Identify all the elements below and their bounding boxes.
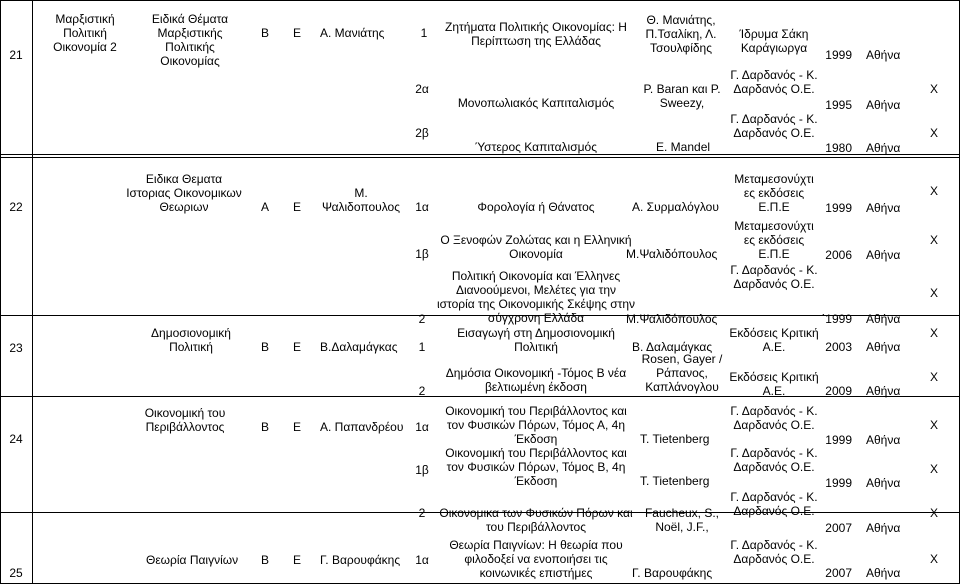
book-author: Μ.Ψαλιδόπουλος: [626, 247, 718, 261]
book-publisher: Μεταμεσονύχτι ες εκδόσεις Ε.Π.Ε: [734, 172, 814, 214]
book-year: ΄1999: [821, 312, 852, 326]
book-code: 1α: [415, 420, 429, 434]
book-city: Αθήνα: [866, 433, 901, 447]
book-publisher: Γ. Δαρδανός - Κ. Δαρδανός Ο.Ε.: [730, 404, 818, 432]
year-code: Β: [260, 340, 269, 354]
book-year: 2007: [825, 521, 852, 535]
year-code: Β: [260, 420, 269, 434]
book-code: 1β: [415, 463, 429, 477]
book-title: Οικονομική του Περιβάλλοντος και τον Φυσικών Πόρων, Τόμος Α, 4η Έκδοση: [445, 404, 627, 446]
book-code: 2: [418, 506, 426, 520]
book-author: P. Baran και P. Sweezy,: [643, 82, 721, 110]
availability-mark: Χ: [929, 370, 938, 384]
book-author: Μ.Ψαλιδόπουλος: [626, 312, 718, 326]
book-author: T. Tietenberg: [640, 432, 710, 446]
book-year: 1999: [825, 201, 852, 215]
availability-mark: Χ: [929, 326, 938, 340]
book-author: Β. Δαλαμάγκας: [632, 340, 713, 354]
book-author: Faucheux, S., Noël, J.F.,: [644, 506, 720, 534]
course-area: Ειδικα Θεματα Ιστοριας Οικονομικων Θεωριων: [126, 172, 242, 214]
book-year: 2003: [825, 340, 852, 354]
book-code: 2: [418, 384, 426, 398]
book-author: Θ. Μανιάτης, Π.Τσαλίκη, Λ. Τσουλφίδης: [645, 13, 717, 55]
term-code: Ε: [292, 200, 301, 214]
course-title: Μαρξιστική Πολιτική Οικονομία 2: [53, 12, 117, 54]
book-code: 1β: [415, 247, 429, 261]
book-title: Ύστερος Καπιταλισμός: [475, 140, 597, 154]
book-author: Α. Συρμαλόγλου: [632, 200, 719, 214]
course-area: Ειδικά Θέματα Μαρξιστικής Πολιτικής Οικονομίας: [151, 12, 229, 68]
availability-mark: Χ: [929, 126, 938, 140]
book-author: Γ. Βαρουφάκης: [632, 566, 713, 580]
book-code: 2: [418, 312, 426, 326]
book-city: Αθήνα: [866, 384, 901, 398]
row-divider: [0, 154, 960, 155]
book-city: Αθήνα: [866, 98, 901, 112]
term-code: Ε: [292, 340, 301, 354]
book-year: 1999: [825, 48, 852, 62]
book-city: Αθήνα: [866, 521, 901, 535]
availability-mark: Χ: [929, 82, 938, 96]
book-city: Αθήνα: [866, 48, 901, 62]
book-year: 1980: [825, 141, 852, 155]
book-code: 2α: [415, 82, 429, 96]
book-title: Οικονομικα των Φυσικών Πόρων και του Περιβάλλοντος: [439, 506, 633, 534]
book-publisher: Γ. Δαρδανός - Κ. Δαρδανός Ο.Ε.: [730, 490, 818, 518]
book-city: Αθήνα: [866, 476, 901, 490]
year-code: Β: [260, 553, 269, 567]
row-number: 24: [9, 432, 23, 446]
book-city: Αθήνα: [866, 201, 901, 215]
book-title: Οικονομική του Περιβάλλοντος και τον Φυσικών Πόρων, Τόμος Β, 4η Έκδοση: [445, 446, 627, 488]
book-code: 1: [418, 340, 426, 354]
instructor: Α. Παπανδρέου: [320, 420, 404, 434]
term-code: Ε: [292, 420, 301, 434]
book-code: 1α: [415, 553, 429, 567]
row-divider: [0, 0, 960, 1]
course-area: Θεωρία Παιγνίων: [146, 553, 239, 567]
instructor: Μ. Ψαλιδοπουλος: [322, 186, 400, 214]
term-code: Ε: [292, 26, 301, 40]
availability-mark: Χ: [929, 506, 938, 520]
column-divider: [0, 0, 1, 584]
instructor: Β.Δαλαμάγκας: [320, 340, 398, 354]
book-code: 2β: [415, 126, 429, 140]
book-author: Rosen, Gayer /Ράπανος, Καπλάνογλου: [641, 352, 723, 394]
book-publisher: Μεταμεσονύχτι ες εκδόσεις Ε.Π.Ε: [734, 219, 814, 261]
book-publisher: Ίδρυμα Σάκη Καράγιωργα: [739, 27, 809, 55]
instructor: Γ. Βαρουφάκης: [320, 553, 401, 567]
availability-mark: Χ: [929, 462, 938, 476]
book-publisher: Γ. Δαρδανός - Κ. Δαρδανός Ο.Ε.: [730, 263, 818, 291]
availability-mark: Χ: [929, 184, 938, 198]
book-author: T. Tietenberg: [640, 474, 710, 488]
book-author: E. Mandel: [656, 140, 711, 154]
book-title: Ζητήματα Πολιτικής Οικονομίας: Η Περίπτωση της Ελλάδας: [445, 20, 627, 48]
availability-mark: Χ: [929, 286, 938, 300]
course-area: Δημοσιονομική Πολιτική: [151, 326, 231, 354]
book-year: 1995: [825, 98, 852, 112]
book-publisher: Γ. Δαρδανός - Κ. Δαρδανός Ο.Ε.: [730, 112, 818, 140]
instructor: Α. Μανιάτης: [320, 26, 385, 40]
book-city: Αθήνα: [866, 141, 901, 155]
book-title: Φορολογία ή Θάνατος: [477, 200, 595, 214]
book-city: Αθήνα: [866, 340, 901, 354]
row-number: 21: [9, 48, 23, 62]
book-year: 1999: [825, 433, 852, 447]
year-code: Α: [260, 200, 269, 214]
row-divider: [0, 157, 960, 158]
book-publisher: Γ. Δαρδανός - Κ. Δαρδανός Ο.Ε.: [730, 538, 818, 566]
book-city: Αθήνα: [866, 248, 901, 262]
book-year: 2006: [825, 248, 852, 262]
book-title: Δημόσια Οικονομική -Τόμος Β νέα βελτιωμένη έκδοση: [445, 366, 627, 394]
book-group: 1: [420, 26, 428, 40]
book-publisher: Εκδόσεις Κριτική Α.Ε.: [729, 370, 819, 398]
year-code: Β: [260, 26, 269, 40]
book-title: Πολιτική Οικονομία και Έλληνες Διανοούμενοι, Μελέτες για την ιστορία της Οικονομικής Σκέψης στην σύγχρονη Ελλάδα: [436, 269, 636, 325]
book-year: 2009: [825, 384, 852, 398]
book-city: Αθήνα: [866, 566, 901, 580]
term-code: Ε: [292, 553, 301, 567]
book-code: 1α: [415, 200, 429, 214]
row-number: 22: [9, 200, 23, 214]
availability-mark: Χ: [929, 418, 938, 432]
book-title: Θεωρία Παιγνίων: Η θεωρία που φιλοδοξεί να ενοποιήσει τις κοινωνικές επιστήμες: [449, 538, 623, 580]
availability-mark: Χ: [929, 552, 938, 566]
book-title: Εισαγωγή στη Δημοσιονομική Πολιτική: [457, 326, 615, 354]
book-publisher: Γ. Δαρδανός - Κ. Δαρδανός Ο.Ε.: [730, 68, 818, 96]
book-title: Ο Ξενοφών Ζολώτας και η Ελληνική Οικονομία: [440, 233, 632, 261]
book-publisher: Εκδόσεις Κριτική Α.Ε.: [729, 326, 819, 354]
row-number: 23: [9, 341, 23, 355]
column-divider: [32, 0, 33, 584]
book-year: 2007: [825, 566, 852, 580]
availability-mark: Χ: [929, 233, 938, 247]
book-publisher: Γ. Δαρδανός - Κ. Δαρδανός Ο.Ε.: [730, 446, 818, 474]
book-year: 1999: [825, 476, 852, 490]
book-city: Αθήνα: [866, 312, 901, 326]
book-title: Μονοπωλιακός Καπιταλισμός: [457, 96, 615, 110]
course-area: Οικονομική του Περιβάλλοντος: [144, 406, 226, 434]
row-number: 25: [9, 566, 23, 580]
